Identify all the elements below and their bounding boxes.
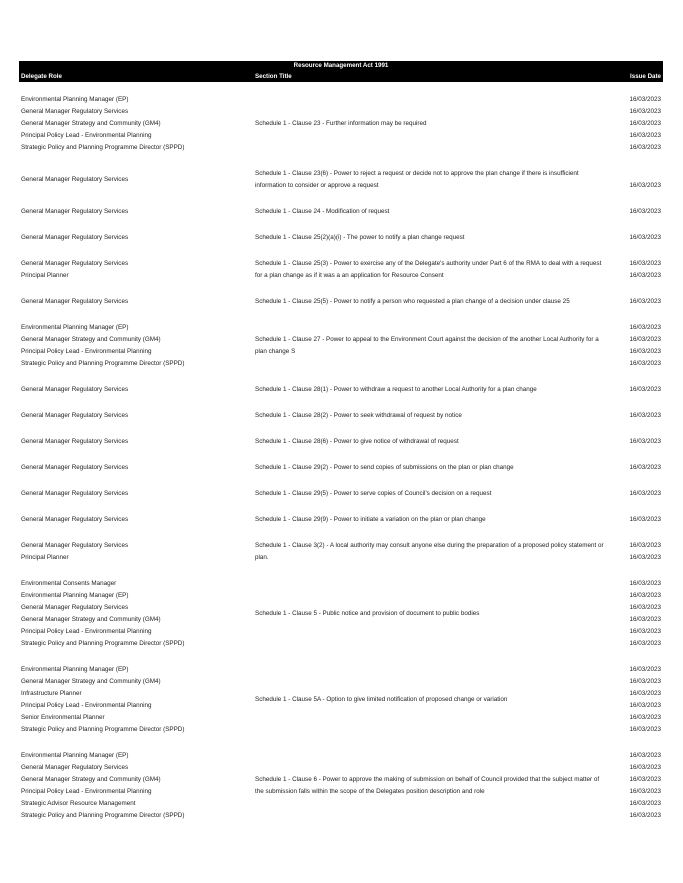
section-title-cell: Schedule 1 - Clause 27 - Power to appeal to the Environment Court against the decision of the another Local Authority for a plan change S: [255, 336, 599, 355]
section-title-cell: Schedule 1 - Clause 28(6) - Power to give notice of withdrawal of request: [255, 438, 459, 445]
issue-date: 16/03/2023: [629, 678, 661, 685]
delegate-roles-cell: [19, 232, 253, 244]
delegate-roles-cell: [19, 578, 253, 650]
delegate-roles-cell: [19, 206, 253, 218]
issue-date: 16/03/2023: [629, 776, 661, 783]
table-row: [19, 748, 663, 824]
issue-dates-cell: [613, 410, 663, 422]
delegate-role: Environmental Planning Manager (EP): [21, 752, 129, 759]
issue-date: 16/03/2023: [629, 298, 661, 305]
delegate-role: General Manager Regulatory Services: [21, 208, 129, 215]
section-title-cell: Schedule 1 - Clause 28(2) - Power to seek withdrawal of request by notice: [255, 412, 462, 419]
table-row: [19, 576, 663, 652]
section-title-cell: Schedule 1 - Clause 25(3) - Power to exercise any of the Delegate's authority under Part 6 of the RMA to deal with a request for a plan change as if it was a an application for Resource Consent: [255, 260, 602, 279]
table-row: [19, 256, 663, 284]
issue-date: 16/03/2023: [629, 412, 661, 419]
section-title-cell: Schedule 1 - Clause 23 - Further information may be required: [255, 120, 427, 127]
delegate-role: Environmental Planning Manager (EP): [21, 96, 129, 103]
delegate-role: Infrastructure Planner: [21, 690, 82, 697]
issue-date: 16/03/2023: [629, 208, 661, 215]
delegate-role: General Manager Regulatory Services: [21, 298, 129, 305]
document-title: Resource Management Act 1991: [19, 61, 663, 71]
issue-date: 16/03/2023: [629, 260, 661, 267]
issue-date: 16/03/2023: [629, 714, 661, 721]
delegate-role: General Manager Regulatory Services: [21, 490, 129, 497]
delegate-role: Strategic Policy and Planning Programme Director (SPPD): [21, 726, 185, 733]
delegate-roles-cell: [19, 296, 253, 308]
issue-date: 16/03/2023: [629, 812, 661, 819]
delegate-role: General Manager Strategy and Community (GM4): [21, 336, 161, 343]
delegate-role: Principal Policy Lead - Environmental Planning: [21, 788, 152, 795]
table-header: [19, 71, 663, 82]
header-issue-date: Issue Date: [630, 73, 661, 80]
table-row: [19, 166, 663, 194]
issue-date: 16/03/2023: [629, 490, 661, 497]
section-title-cell: Schedule 1 - Clause 5A - Option to give limited notification of proposed change or variation: [255, 696, 508, 703]
issue-date: 16/03/2023: [629, 234, 661, 241]
delegate-role: Strategic Advisor Resource Management: [21, 800, 136, 807]
delegate-roles-cell: [19, 750, 253, 822]
table-row: [19, 408, 663, 424]
issue-dates-cell: [613, 258, 663, 282]
delegate-role: Principal Policy Lead - Environmental Planning: [21, 132, 152, 139]
issue-dates-cell: [613, 296, 663, 308]
issue-dates-cell: [613, 514, 663, 526]
issue-dates-cell: [613, 462, 663, 474]
section-title-cell: Schedule 1 - Clause 24 - Modification of request: [255, 208, 390, 215]
document-page: [19, 61, 663, 834]
delegate-role: Strategic Policy and Planning Programme Director (SPPD): [21, 812, 185, 819]
issue-date: 16/03/2023: [629, 182, 661, 189]
issue-date: 16/03/2023: [629, 132, 661, 139]
issue-date: 16/03/2023: [629, 108, 661, 115]
table-row: [19, 204, 663, 220]
delegate-role: General Manager Regulatory Services: [21, 386, 129, 393]
section-title-cell: Schedule 1 - Clause 29(2) - Power to send copies of submissions on the plan or plan change: [255, 464, 514, 471]
issue-date: 16/03/2023: [629, 702, 661, 709]
delegate-role: General Manager Regulatory Services: [21, 516, 129, 523]
issue-dates-cell: [613, 664, 663, 736]
delegate-role: General Manager Regulatory Services: [21, 764, 129, 771]
issue-date: 16/03/2023: [629, 580, 661, 587]
section-title-cell: Schedule 1 - Clause 28(1) - Power to withdraw a request to another Local Authority for a plan change: [255, 386, 537, 393]
issue-dates-cell: [613, 540, 663, 564]
delegate-role: Principal Policy Lead - Environmental Planning: [21, 628, 152, 635]
delegate-role: General Manager Strategy and Community (GM4): [21, 776, 161, 783]
table-row: [19, 92, 663, 156]
issue-dates-cell: [613, 578, 663, 650]
table-row: [19, 382, 663, 398]
delegate-role: General Manager Regulatory Services: [21, 260, 129, 267]
issue-date: 16/03/2023: [629, 336, 661, 343]
table-row: [19, 434, 663, 450]
issue-date: 16/03/2023: [629, 592, 661, 599]
issue-date: 16/03/2023: [629, 272, 661, 279]
table-row: [19, 662, 663, 738]
delegate-role: General Manager Regulatory Services: [21, 234, 129, 241]
delegate-role: General Manager Strategy and Community (GM4): [21, 120, 161, 127]
issue-date: 16/03/2023: [629, 324, 661, 331]
issue-date: 16/03/2023: [629, 554, 661, 561]
issue-date: 16/03/2023: [629, 800, 661, 807]
delegate-role: Environmental Planning Manager (EP): [21, 592, 129, 599]
table-row: [19, 486, 663, 502]
delegate-role: Principal Planner: [21, 272, 69, 279]
issue-date: 16/03/2023: [629, 438, 661, 445]
issue-date: 16/03/2023: [629, 752, 661, 759]
delegate-role: General Manager Regulatory Services: [21, 412, 129, 419]
delegate-role: Strategic Policy and Planning Programme Director (SPPD): [21, 144, 185, 151]
delegate-roles-cell: [19, 514, 253, 526]
issue-date: 16/03/2023: [629, 616, 661, 623]
issue-date: 16/03/2023: [629, 120, 661, 127]
section-title-cell: Schedule 1 - Clause 3(2) - A local authority may consult anyone else during the preparation of a proposed policy statement or plan.: [255, 542, 604, 561]
delegate-roles-cell: [19, 462, 253, 474]
section-title-cell: Schedule 1 - Clause 23(6) - Power to reject a request or decide not to approve the plan change if there is insufficient information to consider or approve a request: [255, 170, 579, 189]
issue-dates-cell: [613, 94, 663, 154]
delegate-role: Senior Environmental Planner: [21, 714, 105, 721]
table-row: [19, 512, 663, 528]
delegate-roles-cell: [19, 410, 253, 422]
header-section-title: Section Title: [255, 73, 292, 80]
delegate-role: Principal Policy Lead - Environmental Planning: [21, 702, 152, 709]
issue-dates-cell: [613, 322, 663, 370]
table-row: [19, 538, 663, 566]
issue-date: 16/03/2023: [629, 690, 661, 697]
table-body: [19, 92, 663, 824]
issue-date: 16/03/2023: [629, 788, 661, 795]
delegate-roles-cell: [19, 384, 253, 396]
delegate-role: General Manager Regulatory Services: [21, 464, 129, 471]
delegate-role: General Manager Regulatory Services: [21, 176, 129, 183]
delegate-role: General Manager Strategy and Community (GM4): [21, 678, 161, 685]
issue-dates-cell: [613, 436, 663, 448]
issue-date: 16/03/2023: [629, 604, 661, 611]
delegate-role: General Manager Strategy and Community (GM4): [21, 616, 161, 623]
issue-date: 16/03/2023: [629, 666, 661, 673]
table-row: [19, 230, 663, 246]
issue-dates-cell: [613, 232, 663, 244]
issue-date: 16/03/2023: [629, 542, 661, 549]
section-title-cell: Schedule 1 - Clause 6 - Power to approve the making of submission on behalf of Council provided that the subject matter of the submission falls within the scope of the Delegates position description and role: [255, 776, 600, 795]
issue-date: 16/03/2023: [629, 764, 661, 771]
header-delegate-role: Delegate Role: [21, 73, 62, 80]
delegate-role: Environmental Consents Manager: [21, 580, 117, 587]
issue-dates-cell: [613, 750, 663, 822]
delegate-role: General Manager Regulatory Services: [21, 438, 129, 445]
issue-date: 16/03/2023: [629, 516, 661, 523]
delegate-role: Environmental Planning Manager (EP): [21, 324, 129, 331]
section-title-cell: Schedule 1 - Clause 25(5) - Power to notify a person who requested a plan change of a decision under clause 25: [255, 298, 570, 305]
issue-dates-cell: [613, 488, 663, 500]
delegate-roles-cell: [19, 488, 253, 500]
table-row: [19, 294, 663, 310]
issue-date: 16/03/2023: [629, 628, 661, 635]
issue-dates-cell: [613, 206, 663, 218]
table-row: [19, 320, 663, 372]
section-title-cell: Schedule 1 - Clause 5 - Public notice and provision of document to public bodies: [255, 610, 480, 617]
issue-date: 16/03/2023: [629, 726, 661, 733]
delegate-role: Environmental Planning Manager (EP): [21, 666, 129, 673]
section-title-cell: Schedule 1 - Clause 29(5) - Power to serve copies of Council's decision on a request: [255, 490, 492, 497]
delegate-role: Strategic Policy and Planning Programme Director (SPPD): [21, 360, 185, 367]
table-row: [19, 460, 663, 476]
issue-date: 16/03/2023: [629, 360, 661, 367]
delegate-roles-cell: [19, 436, 253, 448]
issue-date: 16/03/2023: [629, 386, 661, 393]
delegate-roles-cell: [19, 94, 253, 154]
delegate-role: General Manager Regulatory Services: [21, 604, 129, 611]
section-title-cell: Schedule 1 - Clause 29(9) - Power to initiate a variation on the plan or plan change: [255, 516, 486, 523]
delegate-role: Principal Policy Lead - Environmental Planning: [21, 348, 152, 355]
issue-dates-cell: [613, 180, 663, 192]
delegate-role: General Manager Regulatory Services: [21, 108, 129, 115]
delegate-role: General Manager Regulatory Services: [21, 542, 129, 549]
issue-date: 16/03/2023: [629, 640, 661, 647]
delegate-roles-cell: [19, 322, 253, 370]
delegate-roles-cell: [19, 258, 253, 282]
issue-date: 16/03/2023: [629, 96, 661, 103]
issue-dates-cell: [613, 384, 663, 396]
section-title-cell: Schedule 1 - Clause 25(2)(a)(i) - The power to notify a plan change request: [255, 234, 465, 241]
delegate-roles-cell: [19, 664, 253, 736]
delegate-roles-cell: [19, 540, 253, 564]
delegate-role: Strategic Policy and Planning Programme Director (SPPD): [21, 640, 185, 647]
issue-date: 16/03/2023: [629, 348, 661, 355]
delegate-roles-cell: [19, 174, 253, 186]
issue-date: 16/03/2023: [629, 144, 661, 151]
issue-date: 16/03/2023: [629, 464, 661, 471]
delegate-role: Principal Planner: [21, 554, 69, 561]
